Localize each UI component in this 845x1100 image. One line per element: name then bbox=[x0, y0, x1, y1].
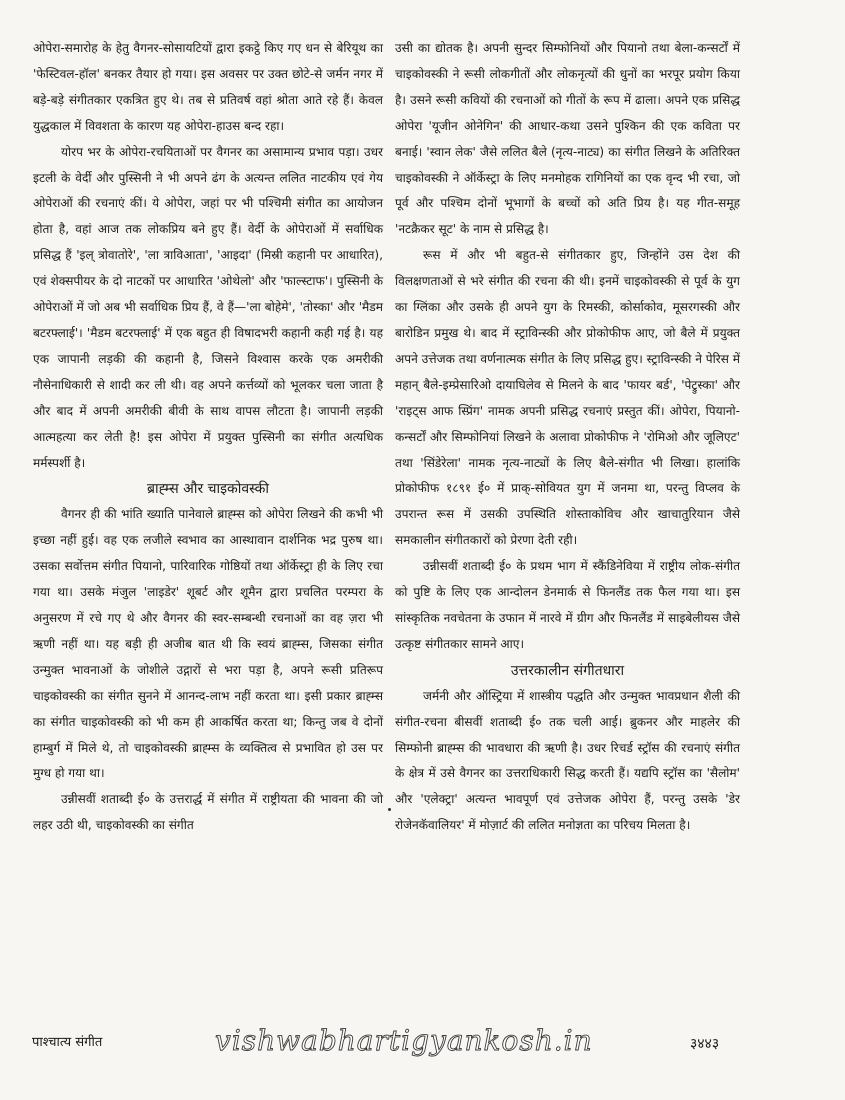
right-paragraph-4: जर्मनी और ऑस्ट्रिया में शास्त्रीय पद्धति और उन्मुक्त भावप्रधान शैली की संगीत-रचना बीसवीं शताब्दी ई० तक चली आई। ब्रुकनर और माहलेर की सिम्फोनी ब्राह्म्स की भावधारा की ऋणी है। उधर रिचर्ड स्ट्रॉस की रचनाएं संगीत के क्षेत्र में उसे वैगनर का उत्तराधिकारी सिद्ध करती हैं। यद्यपि स्ट्रॉस का 'सैलोम' और 'एलेक्ट्रा' अत्यन्त भावपूर्ण एवं उत्तेजक ओपेरा हैं, परन्तु उसके 'डेर रोजेनकॅवालियर' में मोज़ार्ट की ललित मनोज्ञता का परिचय मिलता है। bbox=[395, 688, 740, 833]
page-number: ३४४३ bbox=[690, 1036, 720, 1052]
watermark-text: vishwabhartigyankosh.in bbox=[215, 1024, 593, 1057]
right-column bbox=[395, 36, 740, 839]
right-paragraph-1: उसी का द्योतक है। अपनी सुन्दर सिम्फोनियों और पियानो तथा बेला-कन्सर्टों में चाइकोवस्की ने रूसी लोकगीतों और लोकनृत्यों की धुनों का भरपूर प्रयोग किया है। उसने रूसी कवियों की रचनाओं को गीतों के रूप में ढाला। अपने एक प्रसिद्ध ओपेरा 'यूजीन ओनेगिन' की आधार-कथा उसने पुश्किन की एक कविता पर बनाई। 'स्वान लेक' जैसे ललित बैले (नृत्य-नाट्य) का संगीत लिखने के अतिरिक्त चाइकोवस्की ने ऑर्केस्ट्रा के लिए मनमोहक रागिनियों का एक वृन्द भी रचा, जो पूर्व और पश्चिम दोनों भूभागों के बच्चों को अति प्रिय है। यह गीत-समूह 'नटक्रैकर सूट' के नाम से प्रसिद्ध है। bbox=[395, 41, 740, 237]
page-footer bbox=[0, 1024, 845, 1072]
left-paragraph-3: वैगनर ही की भांति ख्याति पानेवाले ब्राह्म्स को ओपेरा लिखने की कभी भी इच्छा नहीं हुई। वह एक लजीले स्वभाव का आस्थावान दार्शनिक भद्र पुरुष था। उसका सर्वोत्तम संगीत पियानो, पारिवारिक गोष्ठियों तथा ऑर्केस्ट्रा ही के लिए रचा गया था। उसके मंजुल 'लाइडेर' शूबर्ट और शूमैन द्वारा प्रचलित परम्परा के अनुसरण में रचे गए थे और वैगनर की स्वर-सम्बन्धी रचनाओं का वह ज़रा भी ऋणी नहीं था। यह बड़ी ही अजीब बात थी कि स्वयं ब्राह्म्स, जिसका संगीत उन्मुक्त भावनाओं के जोशीले उद्गारों से भरा पड़ा है, अपने रूसी प्रतिरूप चाइकोवस्की का संगीत सुनने में आनन्द-लाभ नहीं करता था। इसी प्रकार ब्राह्म्स का संगीत चाइकोवस्की को भी कम ही आकर्षित करता था; किन्तु जब वे दोनों हाम्बुर्ग में मिले थे, तो चाइकोवस्की ब्राह्म्स के व्यक्तित्व से प्रभावित हो उस पर मुग्ध हो गया था। bbox=[33, 507, 383, 781]
right-paragraph-3: उन्नीसवीं शताब्दी ई० के प्रथम भाग में स्कैंडिनेविया में राष्ट्रीय लोक-संगीत को पुष्टि के लिए एक आन्दोलन डेनमार्क से फिनलैंड तक फैल गया था। इस सांस्कृतिक नवचेतना के उफान में नारवे में ग्रीग और फिनलैंड में साइबेलीयस जैसे उत्कृष्ट संगीतकार सामने आए। bbox=[395, 559, 740, 651]
left-paragraph-2: योरप भर के ओपेरा-रचयिताओं पर वैगनर का असामान्य प्रभाव पड़ा। उधर इटली के वेर्दी और पुस्सिनी ने भी अपने ढंग के अत्यन्त ललित नाटकीय एवं गेय ओपेराओं की रचनाएं कीं। ये ओपेरा, जहां पर भी पश्चिमी संगीत का आयोजन होता है, वहां आज तक लोकप्रिय बने हुए हैं। वेर्दी के ओपेराओं में सर्वाधिक प्रसिद्ध हैं 'इल् त्रोवातोरे', 'ला त्राविआता', 'आइदा' (मिस्री कहानी पर आधारित), एवं शेक्सपीयर के दो नाटकों पर आधारित 'ओथेलो' और 'फाल्स्टाफ'। पुस्सिनी के ओपेराओं में जो अब भी सर्वाधिक प्रिय हैं, वे हैं—'ला बोहेमे', 'तोस्का' और 'मैडम बटरफ्लाई'। 'मैडम बटरफ्लाई' में एक बहुत ही विषादभरी कहानी कही गई है। यह एक जापानी लड़की की कहानी है, जिसने विश्वास करके एक अमरीकी नौसेनाधिकारी से शादी कर ली थी। वह अपने कर्त्तव्यों को भूलकर चला जाता है और बाद में अपनी अमरीकी बीवी के साथ वापस लौटता है। जापानी लड़की आत्महत्या कर लेती है! इस ओपेरा में प्रयुक्त पुस्सिनी का संगीत अत्यधिक मर्मस्पर्शी है। bbox=[33, 144, 383, 470]
left-column bbox=[33, 36, 383, 839]
left-paragraph-4: उन्नीसवीं शताब्दी ई० के उत्तरार्द्ध में संगीत में राष्ट्रीयता की भावना की जो लहर उठी थी, चाइकोवस्की का संगीत bbox=[33, 792, 383, 833]
section-heading-later-music: उत्तरकालीन संगीतधारा bbox=[510, 662, 625, 679]
stray-dot-mark bbox=[388, 808, 391, 811]
section-heading-brahms-tchaikovsky: ब्राह्म्स और चाइकोवस्की bbox=[146, 481, 269, 498]
left-paragraph-1: ओपेरा-समारोह के हेतु वैगनर-सोसायटियों द्वारा इकट्ठे किए गए धन से बेरियूथ का 'फेस्टिवल-हॉल' बनकर तैयार हो गया। इस अवसर पर उक्त छोटे-से जर्मन नगर में बड़े-बड़े संगीतकार एकत्रित हुए थे। तब से प्रतिवर्ष वहां श्रोता आते रहे हैं। केवल युद्धकाल में विवशता के कारण यह ओपेरा-हाउस बन्द रहा। bbox=[33, 41, 383, 133]
running-title: पाश्चात्य संगीत bbox=[32, 1035, 103, 1050]
right-paragraph-2: रूस में और भी बहुत-से संगीतकार हुए, जिन्होंने उस देश की विलक्षणताओं से भरे संगीत की रचना की थी। इनमें चाइकोवस्की से पूर्व के युग का ग्लिंका और उसके ही अपने युग के रिमस्की, कोर्साकोव, मूसरगस्की और बारोडिन प्रमुख थे। बाद में स्ट्राविन्स्की और प्रोकोफीफ आए, जो बैले में प्रयुक्त अपने उत्तेजक तथा वर्णनात्मक संगीत के लिए प्रसिद्ध हुए। स्ट्राविन्स्की ने पेरिस में महान् बैले-इम्प्रेसारिओ दायाघिलेव से मिलने के बाद 'फायर बर्ड', 'पेट्रुस्का' और 'राइट्स आफ स्प्रिंग' नामक अपनी प्रसिद्ध रचनाएं प्रस्तुत कीं। ओपेरा, पियानो-कन्सर्टों और सिम्फोनियां लिखने के अलावा प्रोकोफीफ ने 'रोमिओ और जूलिएट' तथा 'सिंडेरेला' नामक नृत्य-नाट्यों के लिए बैले-संगीत भी लिखा। हालांकि प्रोकोफीफ १८९१ ई० में प्राक्-सोवियत युग में जनमा था, परन्तु विप्लव के उपरान्त रूस में उसकी उपस्थिति शोस्ताकोविच और खाचातुरियान जैसे समकालीन संगीतकारों को प्रेरणा देती रही। bbox=[395, 248, 740, 548]
